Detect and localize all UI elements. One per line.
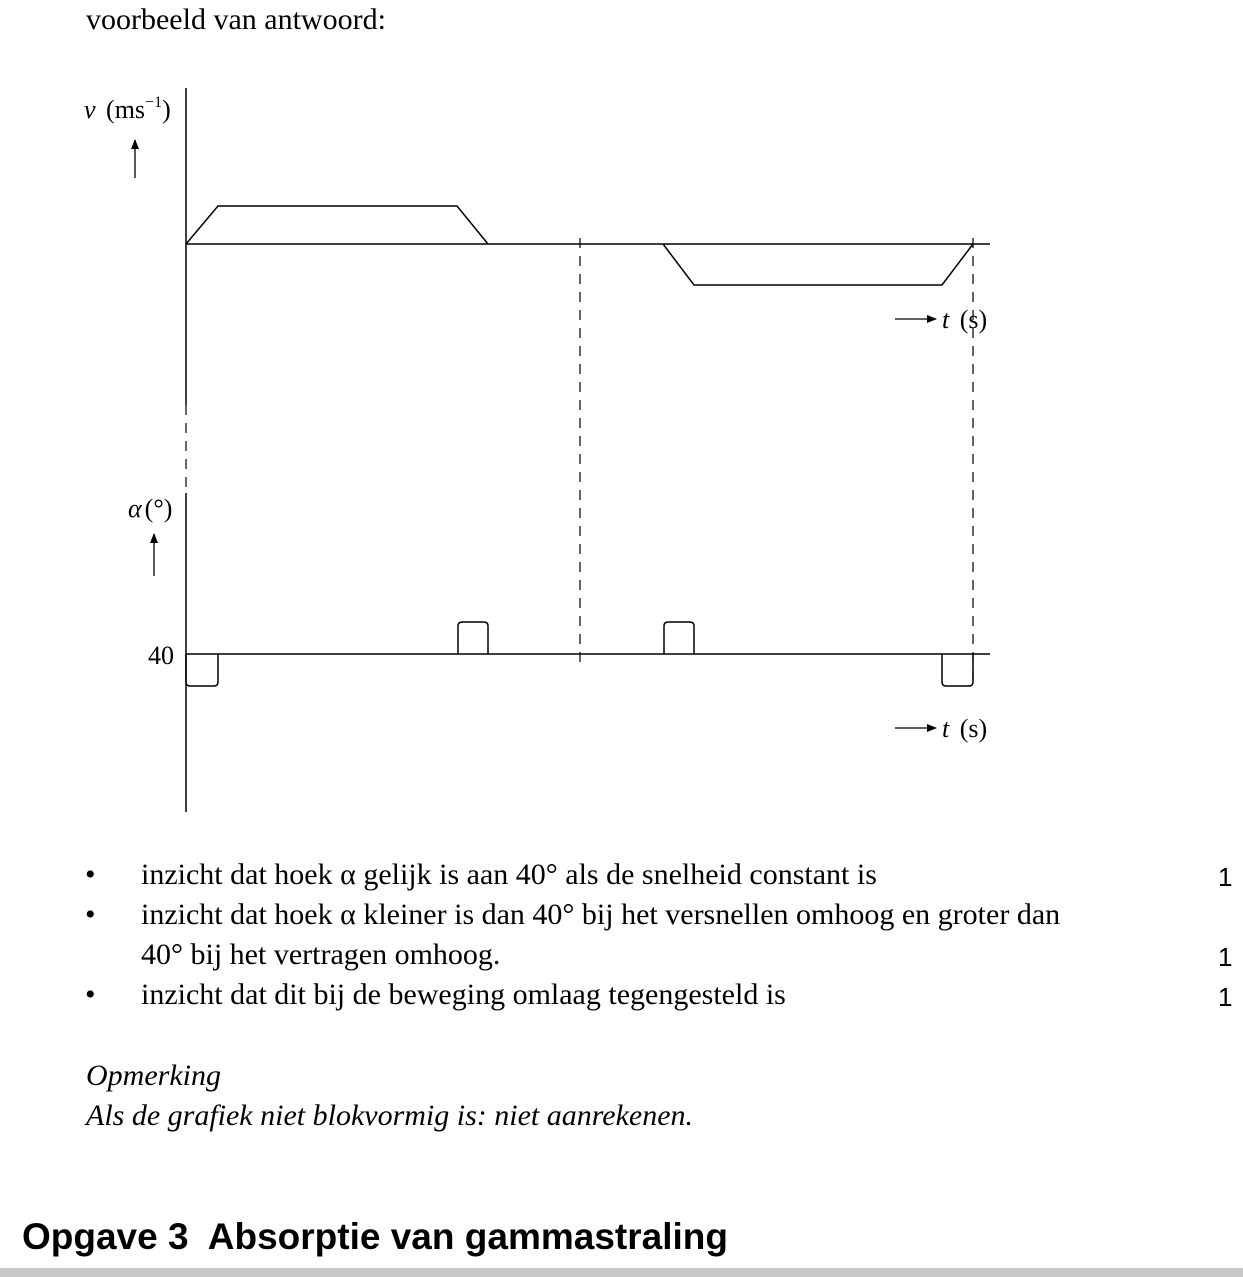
criterion-score: 1 bbox=[1218, 982, 1233, 1012]
criterion-score: 1 bbox=[1218, 862, 1233, 892]
criterion-text: inzicht dat hoek α gelijk is aan 40° als de snelheid constant is bbox=[141, 858, 877, 891]
v-unit: (ms bbox=[106, 95, 146, 124]
section-number: Opgave 3 bbox=[22, 1216, 189, 1257]
remark bbox=[86, 1056, 693, 1136]
remark-text: Als de grafiek niet blokvormig is: niet aanrekenen. bbox=[86, 1099, 694, 1132]
alpha-bump-2 bbox=[664, 622, 694, 654]
criterion-item bbox=[0, 895, 1243, 975]
alpha-bump-1 bbox=[458, 622, 488, 654]
t-label-bottom: t bbox=[942, 714, 950, 743]
intro-text: voorbeeld van antwoord: bbox=[86, 3, 386, 36]
svg-text:t (s) bbox=[942, 714, 987, 743]
criterion-text: inzicht dat dit bij de beweging omlaag tegengesteld is bbox=[141, 978, 786, 1011]
v-unit-close: ) bbox=[162, 95, 171, 124]
section-title: Absorptie van gammastraling bbox=[207, 1216, 728, 1257]
remark-title: Opmerking bbox=[86, 1059, 221, 1092]
section-heading bbox=[22, 1212, 728, 1262]
bullet: • bbox=[85, 978, 96, 1011]
t-unit-top: (s) bbox=[959, 305, 988, 334]
t-label-top: t bbox=[942, 305, 950, 334]
alpha-dip-start bbox=[186, 654, 218, 686]
alpha-dip-end bbox=[942, 654, 973, 686]
bullet: • bbox=[85, 858, 96, 891]
answer-graph bbox=[0, 80, 1243, 820]
criterion-text: inzicht dat hoek α kleiner is dan 40° bij het versnellen omhoog en groter dan 40° bij het vertragen omhoog. bbox=[141, 898, 1061, 971]
svg-text:t (s) bbox=[942, 305, 987, 334]
alpha-label: α bbox=[128, 494, 142, 523]
svg-text:v (ms−1) bbox=[84, 94, 171, 124]
criterion-item bbox=[0, 855, 1243, 895]
criterion-item bbox=[0, 975, 1243, 1015]
velocity-curve-down bbox=[663, 244, 973, 285]
t-unit-bottom: (s) bbox=[959, 714, 988, 743]
scoring-criteria bbox=[0, 855, 1243, 1015]
alpha-tick-40: 40 bbox=[148, 641, 174, 670]
alpha-unit: (°) bbox=[144, 494, 173, 523]
v-label: v bbox=[84, 95, 96, 124]
v-unit-exponent: −1 bbox=[145, 94, 163, 111]
svg-text:α(°) bbox=[128, 494, 172, 523]
criterion-score: 1 bbox=[1218, 942, 1233, 972]
bullet: • bbox=[85, 898, 96, 931]
velocity-curve-up bbox=[186, 206, 488, 244]
bottom-divider-bar bbox=[0, 1268, 1243, 1277]
